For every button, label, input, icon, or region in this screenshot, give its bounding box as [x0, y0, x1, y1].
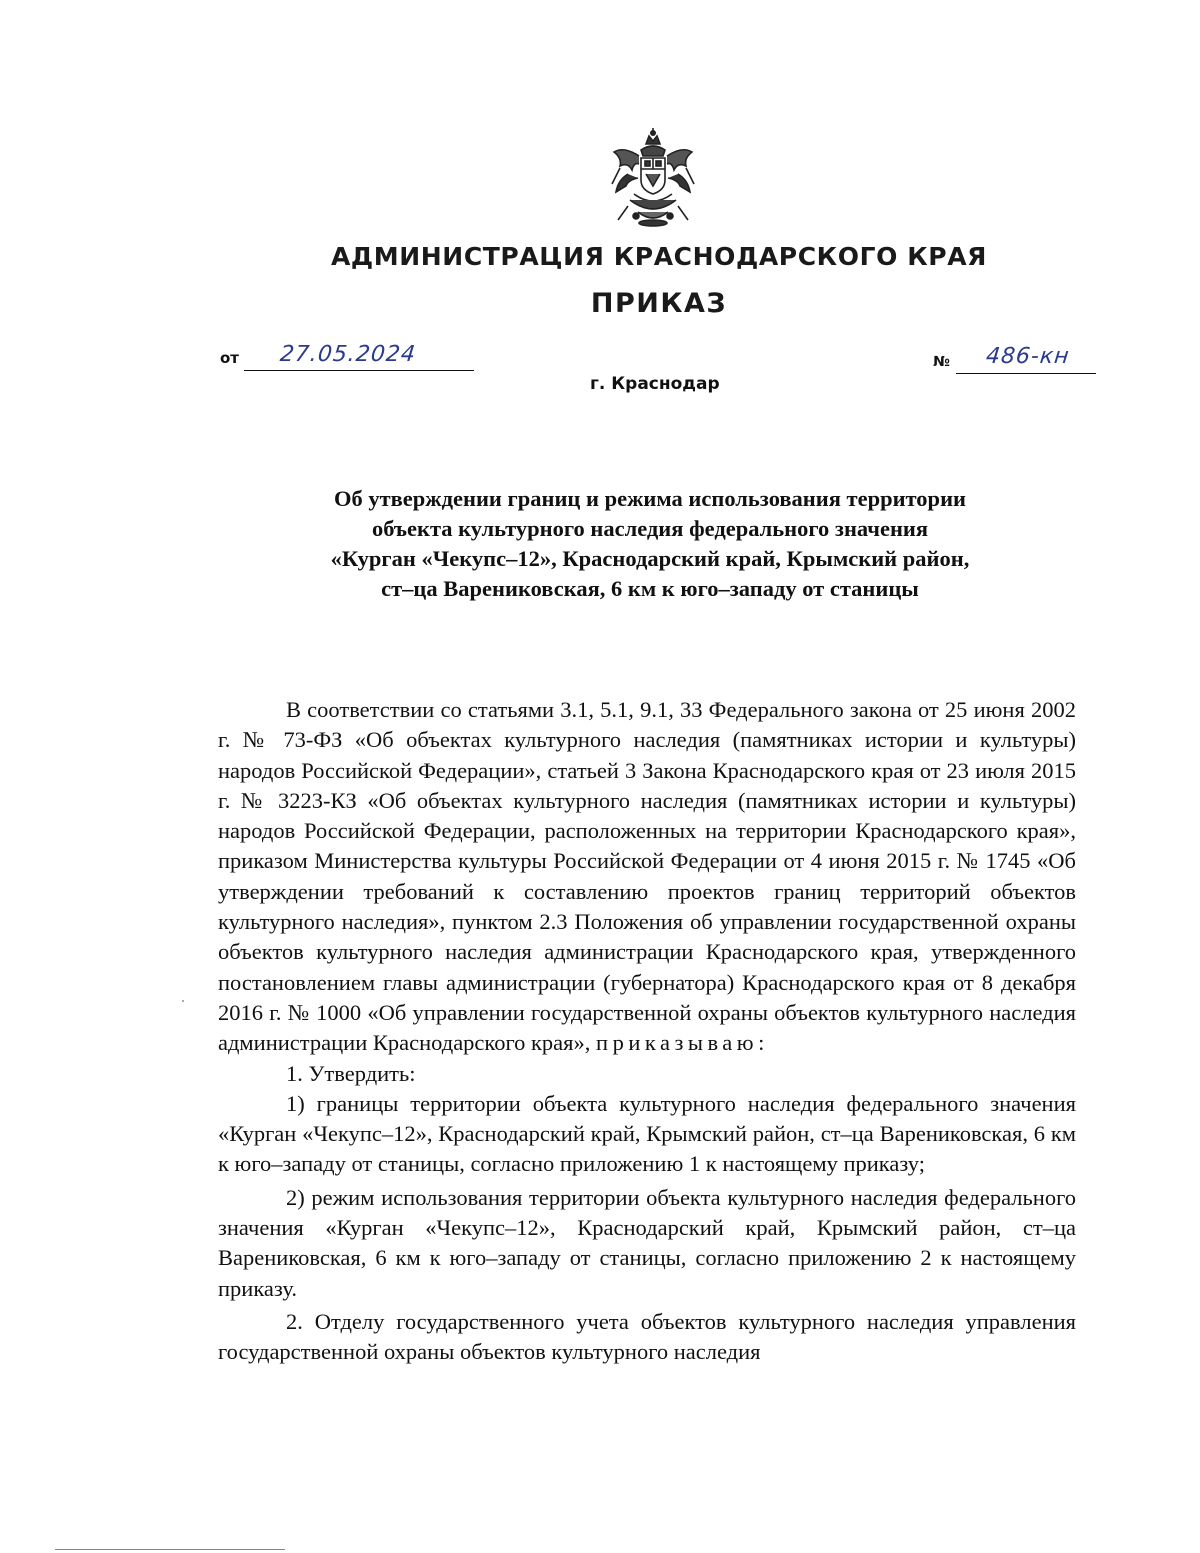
- document-type-title: ПРИКАЗ: [590, 288, 728, 319]
- order-word: приказываю:: [596, 1030, 769, 1056]
- subject-line: «Курган «Чекупс–12», Краснодарский край, Крымский район,: [330, 546, 970, 571]
- scan-artifact: [182, 1000, 184, 1002]
- document-subject: [210, 484, 1090, 604]
- city-label: г. Краснодар: [590, 374, 720, 394]
- subject-line: ст–ца Варениковская, 6 км к юго–западу от станицы: [381, 576, 919, 601]
- preamble-paragraph: [218, 695, 1076, 1059]
- document-body: [218, 695, 1076, 1368]
- number-label: №: [933, 354, 950, 370]
- item-2: 2. Отделу государственного учета объектов культурного наследия управления государственной охраны объектов культурного наследия: [218, 1308, 1076, 1365]
- subject-line: Об утверждении границ и режима использования территории: [333, 486, 967, 511]
- item-1-2: 2) режим использования территории объекта культурного наследия федерального значения «Курган «Чекупс–12», Краснодарский край, Крымский район, ст–ца Варениковская, 6 км к юго–западу от станицы, согласно приложению 2 к настоящему приказу.: [218, 1184, 1076, 1301]
- item-1: 1. Утвердить:: [286, 1060, 416, 1086]
- coat-of-arms-icon: [608, 128, 698, 228]
- date-label: от: [220, 349, 239, 367]
- handwritten-date: 27.05.2024: [278, 342, 418, 367]
- subject-line: объекта культурного наследия федерального значения: [371, 516, 929, 541]
- preamble-text: В соответствии со статьями 3.1, 5.1, 9.1, 33 Федерального закона от 25 июня 2002 г. № 73-ФЗ «Об объектах культурного наследия (памятниках истории и культуры) народов Российской Федерации», статьей 3 Закона Краснодарского края от 23 июля 2015 г. № 3223-КЗ «Об объектах культурного наследия (памятниках истории и культуры) народов Российской Федерации, расположенных на территории Краснодарского края», приказом Министерства культуры Российской Федерации от 4 июня 2015 г. № 1745 «Об утверждении требований к составлению проектов границ территорий объектов культурного наследия», пунктом 2.3 Положения об управлении государственной охраны объектов культурного наследия администрации Краснодарского края, утвержденного постановлением главы администрации (губернатора) Краснодарского края от 8 декабря 2016 г. № 1000 «Об управлении государственной охраны объектов культурного наследия администрации Краснодарского края»,: [218, 697, 1076, 1056]
- item-1-1: 1) границы территории объекта культурного наследия федерального значения «Курган «Чекупс–12», Краснодарский край, Крымский район, ст–ца Варениковская, 6 км к юго–западу от станицы, согласно приложению 1 к настоящему приказу;: [218, 1090, 1076, 1177]
- organization-name: АДМИНИСТРАЦИЯ КРАСНОДАРСКОГО КРАЯ: [330, 242, 988, 271]
- handwritten-number: 486-кн: [984, 344, 1071, 369]
- scan-edge-line: [55, 1549, 285, 1550]
- date-underline: [244, 369, 474, 371]
- number-underline: [956, 372, 1096, 374]
